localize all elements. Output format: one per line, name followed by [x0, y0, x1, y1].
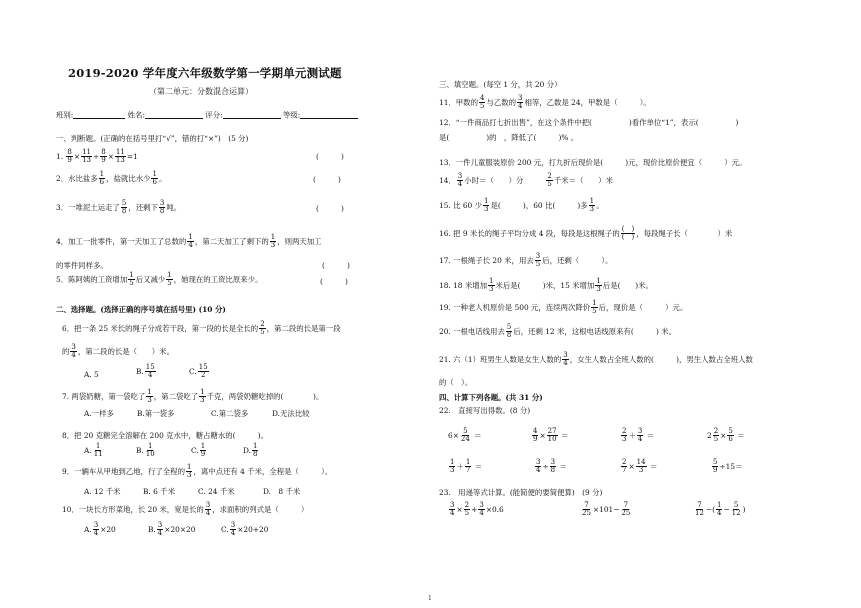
calc2-c2: $\frac{7}{25}$ ×101− $\frac{7}{25}$	[582, 501, 631, 518]
question-12: 12．“一件商品打七折出售”，在这个条件中把( )看作单位“1”，表示( )	[439, 118, 739, 127]
question-6: 6．把一条 25 米长的绳子分成若干段，第一段的长是全长的 $\frac{2}{5}$ ，第二段的长是第一段	[62, 320, 341, 337]
question-23: 23. 用递等式计算。(能简便的要简便算) (9 分)	[439, 488, 603, 497]
question-16: 16. 把 9 米长的绳子平均分成 4 段，每段是这根绳子的 $\frac{( )}{( )}$ ，每段绳子长（ ）米	[439, 225, 733, 242]
question-14: 14． $\frac{3}{4}$ 小时＝（ ）分 $\frac{2}{5}$ 千米＝（ ）米	[439, 172, 614, 189]
question-2: 2．水比盐多 $\frac{1}{6}$ ，盐就比水少 $\frac{1}{6}$ 。	[56, 170, 167, 187]
question-8: 8．把 20 克糖完全溶解在 200 克水中，糖占糖水的( )。	[62, 431, 268, 440]
exam-subtitle: （第二单元：分数混合运算）	[149, 87, 253, 96]
question-12-cont: 是( )的 ，降低了( )% 。	[439, 133, 579, 142]
calc2-c3: $\frac{7}{12}$ −( $\frac{1}{4}$ − $\frac{5}{12}$ )	[695, 501, 746, 518]
question-21-cont: 的（ ）。	[439, 378, 473, 387]
exam-title: 2019-2020 学年度六年级数学第一学期单元测试题	[68, 66, 342, 80]
score-label: 评分:	[205, 110, 223, 120]
question-22: 22. 直接写出得数。(8 分)	[439, 406, 531, 415]
q10-option-c[interactable]: C. $\frac{3}{4}$ ×20+20	[221, 521, 269, 538]
q8-option-c[interactable]: C. $\frac{1}{9}$	[191, 442, 206, 459]
left-column	[0, 0, 430, 608]
answer-paren-3[interactable]: ( )	[316, 204, 344, 213]
question-5: 5．陈阿姨的工资增加 $\frac{1}{5}$ 后又减少 $\frac{1}{5}$ ，她现在的工资比原来少。	[56, 271, 263, 288]
q8-option-d[interactable]: D. $\frac{1}{8}$	[243, 442, 258, 459]
calc-r2c2: $\frac{3}{4}$ ÷ $\frac{3}{8}$ ＝	[536, 458, 567, 475]
section1-heading: 一、判断题。(正确的在括号里打“√”，错的打“×”) (5 分)	[56, 134, 249, 143]
question-4-cont: 的零件同样多。	[56, 261, 108, 270]
name-label: 姓名:	[127, 110, 145, 120]
q7-option-a[interactable]: A.一样多	[84, 409, 114, 418]
calc-r1c4: 2 $\frac{2}{5}$ × $\frac{5}{6}$ ＝	[707, 427, 745, 444]
q6-option-c[interactable]: C. $\frac{15}{2}$	[189, 363, 208, 380]
q8-option-b[interactable]: B. $\frac{1}{10}$	[136, 442, 155, 459]
question-11: 11．甲数的 $\frac{4}{5}$ 与乙数的 $\frac{3}{4}$ 相等，乙数是 24，甲数是（ ）。	[439, 94, 651, 111]
q8-option-a[interactable]: A. $\frac{1}{11}$	[84, 442, 103, 459]
q10-option-a[interactable]: A. $\frac{3}{4}$ ×20	[84, 521, 116, 538]
question-9: 9．一辆车从甲地到乙地，行了全程的 $\frac{1}{3}$ ，离中点还有 4 千米，全程是（ ）。	[62, 463, 333, 480]
question-1: 1. $\frac{8}{9}$ × $\frac{11}{13}$ ÷ $\frac{8}{9}$ × $\frac{11}{13}$ =1	[56, 148, 138, 165]
calc-r1c3: $\frac{2}{3}$ ＋ $\frac{3}{4}$ ＝	[622, 427, 655, 444]
answer-paren-5[interactable]: ( )	[320, 277, 348, 286]
question-17: 17. 一根绳子长 20 米，用去 $\frac{3}{5}$ 后，还剩（ ）。	[439, 252, 613, 269]
name-field[interactable]	[145, 110, 203, 119]
question-19: 19. 一种老人机原价是 500 元，连续两次降价 $\frac{1}{5}$ 后，现价是（ ）元。	[439, 299, 688, 316]
q6-option-b[interactable]: B. $\frac{15}{4}$	[136, 363, 155, 380]
calc-r2c3: $\frac{2}{7}$ × $\frac{14}{3}$ ＝	[622, 458, 658, 475]
q6-option-a[interactable]: A. 5	[84, 370, 99, 379]
right-column	[430, 0, 861, 608]
q7-option-d[interactable]: D.无法比较	[272, 409, 310, 418]
question-21: 21. 六（1）班男生人数是女生人数的 $\frac{3}{4}$ ，女生人数占全班人数的( )，男生人数占全班人数	[439, 351, 753, 368]
question-15: 15. 比 60 少 $\frac{1}{3}$ 是( )，60 比( )多 $\frac{1}{3}$ 。	[439, 197, 604, 214]
grade-label: 等级:	[282, 110, 301, 120]
q7-option-c[interactable]: C.第二袋多	[211, 409, 249, 418]
q9-option-a[interactable]: A. 12 千米	[84, 487, 121, 496]
section3-heading: 三、填空题。(每空 1 分，共 20 分）	[439, 80, 562, 89]
calc2-c1: $\frac{3}{4}$ × $\frac{2}{5}$ + $\frac{3}{4}$ ×0.6	[450, 501, 504, 518]
section4-heading: 四、计算下列各题。(共 31 分)	[439, 393, 543, 402]
student-info-row	[56, 110, 358, 119]
grade-field[interactable]	[300, 110, 358, 119]
answer-paren-4[interactable]: ( )	[322, 261, 350, 270]
score-field[interactable]	[223, 110, 281, 119]
calc-r2c4: $\frac{5}{9}$ ÷15＝	[713, 458, 743, 475]
q9-option-b[interactable]: B. 6 千米	[143, 487, 175, 496]
calc-r2c1: $\frac{1}{3}$ ＋ $\frac{1}{7}$ ＝	[450, 458, 483, 475]
page-number: 1	[428, 595, 432, 602]
question-13: 13．一件儿童服装原价 200 元，打九折后现价是( )元，现价比原价便宜（ ）元。	[439, 158, 747, 167]
calc-r1c1: 6× $\frac{5}{24}$ ＝	[448, 427, 482, 444]
question-3: 3．一堆泥土运走了 $\frac{5}{8}$ ，还剩下 $\frac{3}{8}$ 吨。	[56, 199, 182, 216]
q9-option-d[interactable]: D. 8 千米	[263, 487, 301, 496]
q7-option-b[interactable]: B.第一袋多	[137, 409, 175, 418]
section2-heading: 二、选择题。(选择正确的序号填在括号里) (10 分)	[56, 305, 226, 314]
question-6-cont: 的 $\frac{3}{4}$ ，第二段的长是（ ）米。	[62, 343, 174, 360]
answer-paren-2[interactable]: ( )	[313, 175, 341, 184]
question-20: 20. 一根电话线用去 $\frac{5}{8}$ 后，还剩 12 米，这根电话线原来有( ) 米。	[439, 323, 676, 340]
question-10: 10．一块长方形菜地，长 20 米，宽是长的 $\frac{3}{4}$ ，求面积的列式是（ ）	[62, 501, 309, 518]
question-7: 7. 两袋奶糖，第一袋吃了 $\frac{1}{3}$ ，第二袋吃了 $\frac{1}{3}$ 千克，两袋奶糖吃掉的( )。	[62, 388, 324, 405]
calc-r1c2: $\frac{4}{9}$ × $\frac{27}{10}$ ＝	[533, 427, 569, 444]
class-label: 班别:	[56, 110, 74, 120]
question-4: 4．加工一批零件，第一天加工了总数的 $\frac{1}{4}$ ，第二天加工了剩下的 $\frac{1}{3}$ ，则两天加工	[56, 233, 322, 250]
class-field[interactable]	[73, 110, 125, 119]
q9-option-c[interactable]: C. 24 千米	[198, 487, 235, 496]
q10-option-b[interactable]: B. $\frac{3}{4}$ ×20×20	[148, 521, 196, 538]
question-18: 18. 18 米增加 $\frac{1}{3}$ 米后是( )米，15 米增加 $\frac{1}{3}$ 后是( )米。	[439, 277, 653, 294]
answer-paren-1[interactable]: ( )	[316, 152, 344, 161]
